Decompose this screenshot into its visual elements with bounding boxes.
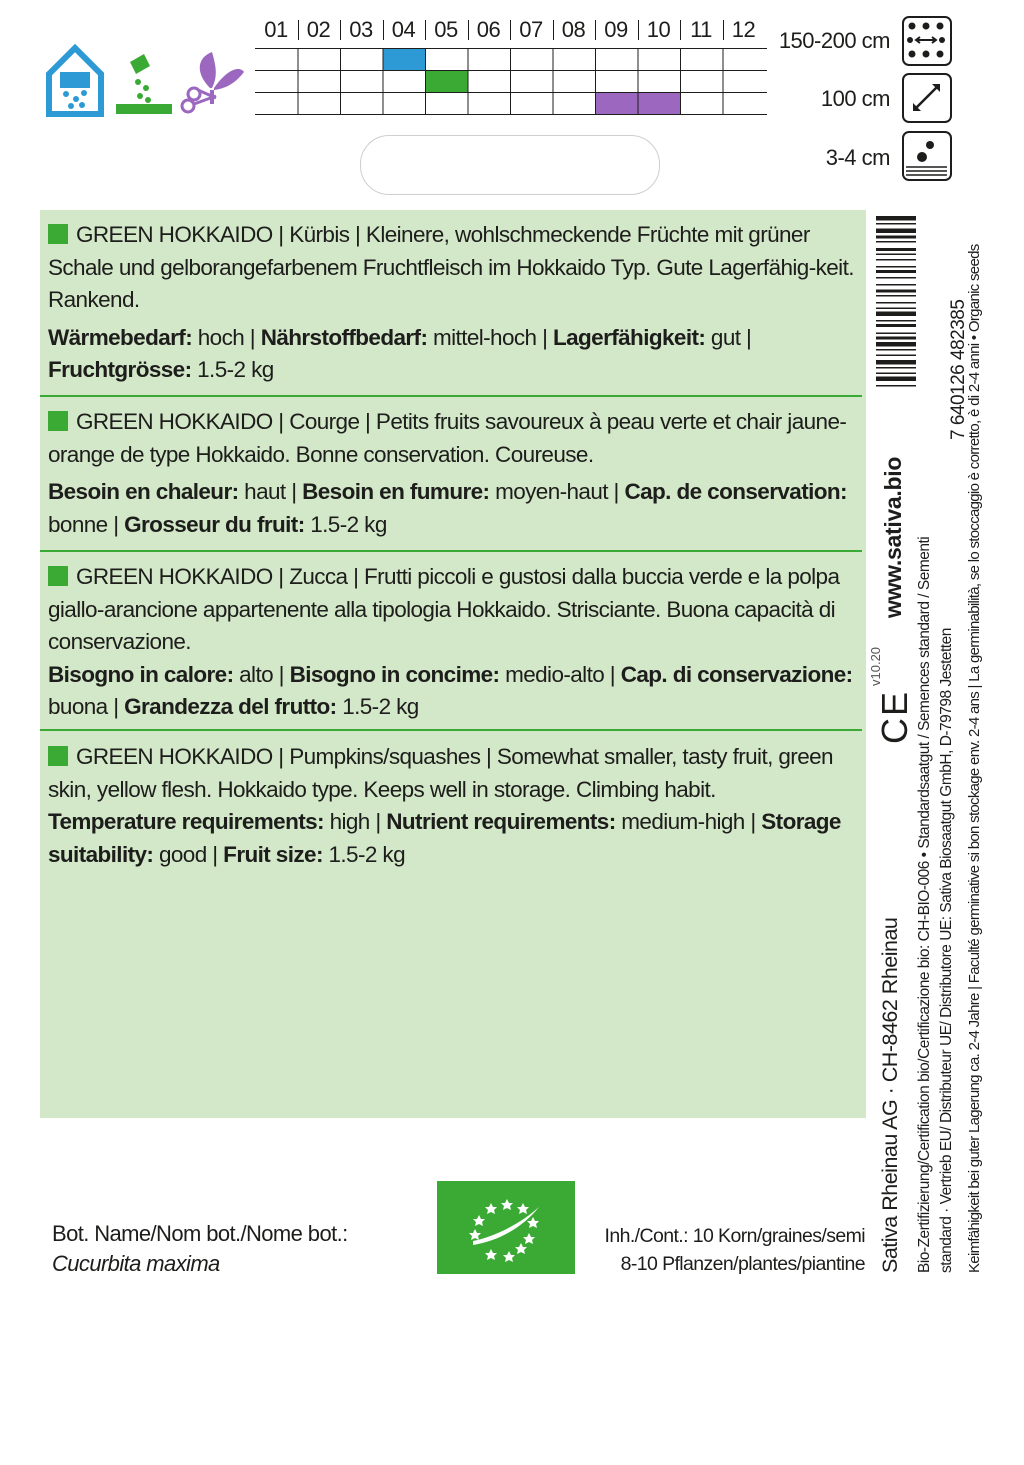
variety-title: GREEN HOKKAIDO [76,222,273,247]
attr-label: Temperature requirements: [48,809,324,834]
section-divider [40,729,862,731]
month-11: 11 [690,17,712,42]
attr-value: 1.5-2 kg [304,511,387,537]
month-02: 02 [306,17,331,42]
month-separator [510,20,511,40]
plant-height-label: 100 cm [820,86,890,111]
barcode-bars [876,216,916,438]
month-separator [383,20,384,40]
green-square-icon [48,224,68,244]
outdoor-sowing-icon [116,54,172,114]
attr-value: haut | [238,479,303,504]
barcode-bar [876,223,916,225]
description-it [48,561,864,724]
botanical-name [52,1219,348,1279]
month-08: 08 [561,17,586,42]
barcode-bar [876,277,916,279]
barcode-bar [876,308,916,310]
plant-height-icon [902,73,952,123]
attr-value: bonne | [48,511,125,537]
attr-value: high | [323,809,387,834]
barcode-bar [876,229,916,234]
attr-value: alto | [233,661,290,687]
description-de [48,219,864,387]
month-12: 12 [731,17,756,42]
company-address: Sativa Rheinau AG · CH-8462 Rheinau [878,917,902,1273]
barcode-bar [876,355,916,357]
month-03: 03 [349,17,373,42]
sowing-calendar [255,16,767,116]
attr-label: Bisogno in calore: [48,661,234,687]
description-en [48,741,864,871]
barcode-bar [876,270,916,273]
barcode-bar [876,367,916,369]
sowing-depth-icon [902,131,952,181]
barcode-bar [876,377,916,382]
barcode-bar [876,284,916,286]
barcode-bar [876,312,916,317]
attr-value: gut | [705,324,752,350]
month-separator [723,20,724,40]
barcode-bar [876,236,916,239]
botanical-label: Bot. Name/Nom bot./Nome bot.: [52,1221,348,1246]
barcode-bar [876,259,916,261]
barcode-bar [876,254,916,256]
harvest-cell-09 [596,93,638,114]
attr-label: Grandezza del frutto: [124,694,337,719]
attr-label: Grosseur du fruit: [124,511,305,537]
sowing-icons [46,44,246,118]
month-10: 10 [646,17,671,42]
barcode-bar [876,349,916,351]
version: v10.20 [868,646,883,686]
attr-value: 1.5-2 kg [336,694,419,719]
month-07: 07 [519,17,543,42]
attr-label: Bisogno in concime: [289,661,500,687]
intro-text: | Kürbis | Kleinere, wohlschmeckende Früchte mit grüner Schale und gelborangefarbenem Fruchtfleisch im Hokkaido Typ. Gute Lagerfähig-keit. Rankend. [48,222,854,312]
indoor-sowing-cell-04 [384,49,426,70]
attr-label: Fruchtgrösse: [48,357,192,382]
attr-label: Wärmebedarf: [48,324,193,350]
month-separator [595,20,596,40]
intro-text: | Pumpkins/squashes | Somewhat smaller, tasty fruit, green skin, yellow flesh. Hokkaido type. Keeps well in storage. Climbing habit. [48,744,833,802]
harvest-cell-10 [639,93,681,114]
green-square-icon [48,746,68,766]
section-divider [40,550,862,552]
attr-value: medio-alto | [499,661,621,687]
green-square-icon [48,566,68,586]
attr-label: Nährstoffbedarf: [260,324,428,350]
month-09: 09 [604,17,628,42]
attr-value: 1.5-2 kg [322,841,405,867]
intro-text: | Courge | Petits fruits savoureux à peau verte et chair jaune-orange de type Hokkaido. Bonne conservation. Coureuse. [48,409,847,467]
attr-label: Nutrient requirements: [386,809,616,834]
barcode-bar [876,216,916,221]
attr-value: mittel-hoch | [427,324,553,350]
description-fr [48,406,864,541]
attr-label: Lagerfähigkeit: [552,324,706,350]
barcode-bar [876,324,916,327]
variety-title: GREEN HOKKAIDO [76,564,273,589]
barcode-bar [876,248,916,251]
attr-value: buona | [48,694,125,719]
barcode-bar [876,290,916,293]
barcode-bar [876,360,916,365]
row-spacing-label: 150-200 cm [778,28,890,53]
month-separator [468,20,469,40]
hanger-hole [360,135,660,195]
certification-line-1: Bio-Zertifizierung/Certification bio/Certificazione bio: CH-BIO-006 • Standardsaatgut / Semences standard / Sementi [916,536,933,1273]
month-separator [553,20,554,40]
attr-value: 1.5-2 kg [191,357,274,382]
attr-label: Cap. di conservazione: [620,661,853,687]
ce-mark: CE [874,689,915,744]
website: www.sativa.bio [880,456,906,618]
barcode-bar [876,333,916,335]
month-04: 04 [391,17,416,42]
attr-label: Besoin en chaleur: [48,479,239,504]
eu-organic-logo [437,1181,575,1274]
variety-title: GREEN HOKKAIDO [76,744,273,769]
barcode-bar [876,295,916,297]
barcode-digits: 7 640126 482385 [948,299,969,440]
row-spacing-icon [902,16,952,66]
month-01: 01 [264,17,288,42]
attr-label: Fruit size: [223,841,323,867]
month-separator [298,20,299,40]
month-separator [340,20,341,40]
outdoor-sowing-cell-05 [426,71,468,92]
barcode-bar [876,266,916,268]
barcode-bar [876,373,916,375]
barcode-bar [876,241,916,243]
harvest-scissors-icon [182,52,244,112]
variety-title: GREEN HOKKAIDO [76,409,273,434]
barcode-bar [876,342,916,347]
month-06: 06 [476,17,501,42]
contents-seeds: Inh./Cont.: 10 Korn/graines/semi [604,1225,865,1247]
botanical-latin-name: Cucurbita maxima [52,1251,220,1276]
attr-label: Cap. de conservation: [624,479,847,504]
month-05: 05 [434,17,458,42]
certification-line-2: standard · Vertrieb EU/ Distributeur UE/ Distributore UE: Sativa Biosaatgut GmbH, D-79798 Jestetten [938,628,955,1273]
green-square-icon [48,411,68,431]
attr-label: Storage suitability: [48,809,841,867]
attr-value: medium-high | [615,809,762,834]
germination-note: Keimfähigkeit bei guter Lagerung ca. 2-4 Jahre | Faculté germinative si bon stockage env. 2-4 ans | La germinabilità, se lo stoccaggio è corretto, è di 2-4 anni • Organic seeds [966,244,983,1273]
contents-plants: 8-10 Pflanzen/plantes/piantine [620,1253,865,1275]
month-separator [638,20,639,40]
greenhouse-sowing-icon [49,48,101,114]
attr-label: Besoin en fumure: [302,479,490,504]
month-separator [680,20,681,40]
attr-value: good | [153,841,224,867]
section-divider [40,395,862,397]
calendar-grid [255,48,767,128]
sowing-depth-label: 3-4 cm [825,145,890,170]
month-separator [425,20,426,40]
package-contents [560,1222,865,1278]
barcode-bar [876,302,916,304]
attr-value: hoch | [192,324,261,350]
barcode-bar [876,385,916,387]
barcode-bar [876,320,916,322]
attr-value: moyen-haut | [489,479,625,504]
barcode-bar [876,337,916,340]
intro-text: | Zucca | Frutti piccoli e gustosi dalla buccia verde e la polpa giallo-arancione appartenente alla tipologia Hokkaido. Strisciante. Buona capacità di conservazione. [48,564,840,654]
